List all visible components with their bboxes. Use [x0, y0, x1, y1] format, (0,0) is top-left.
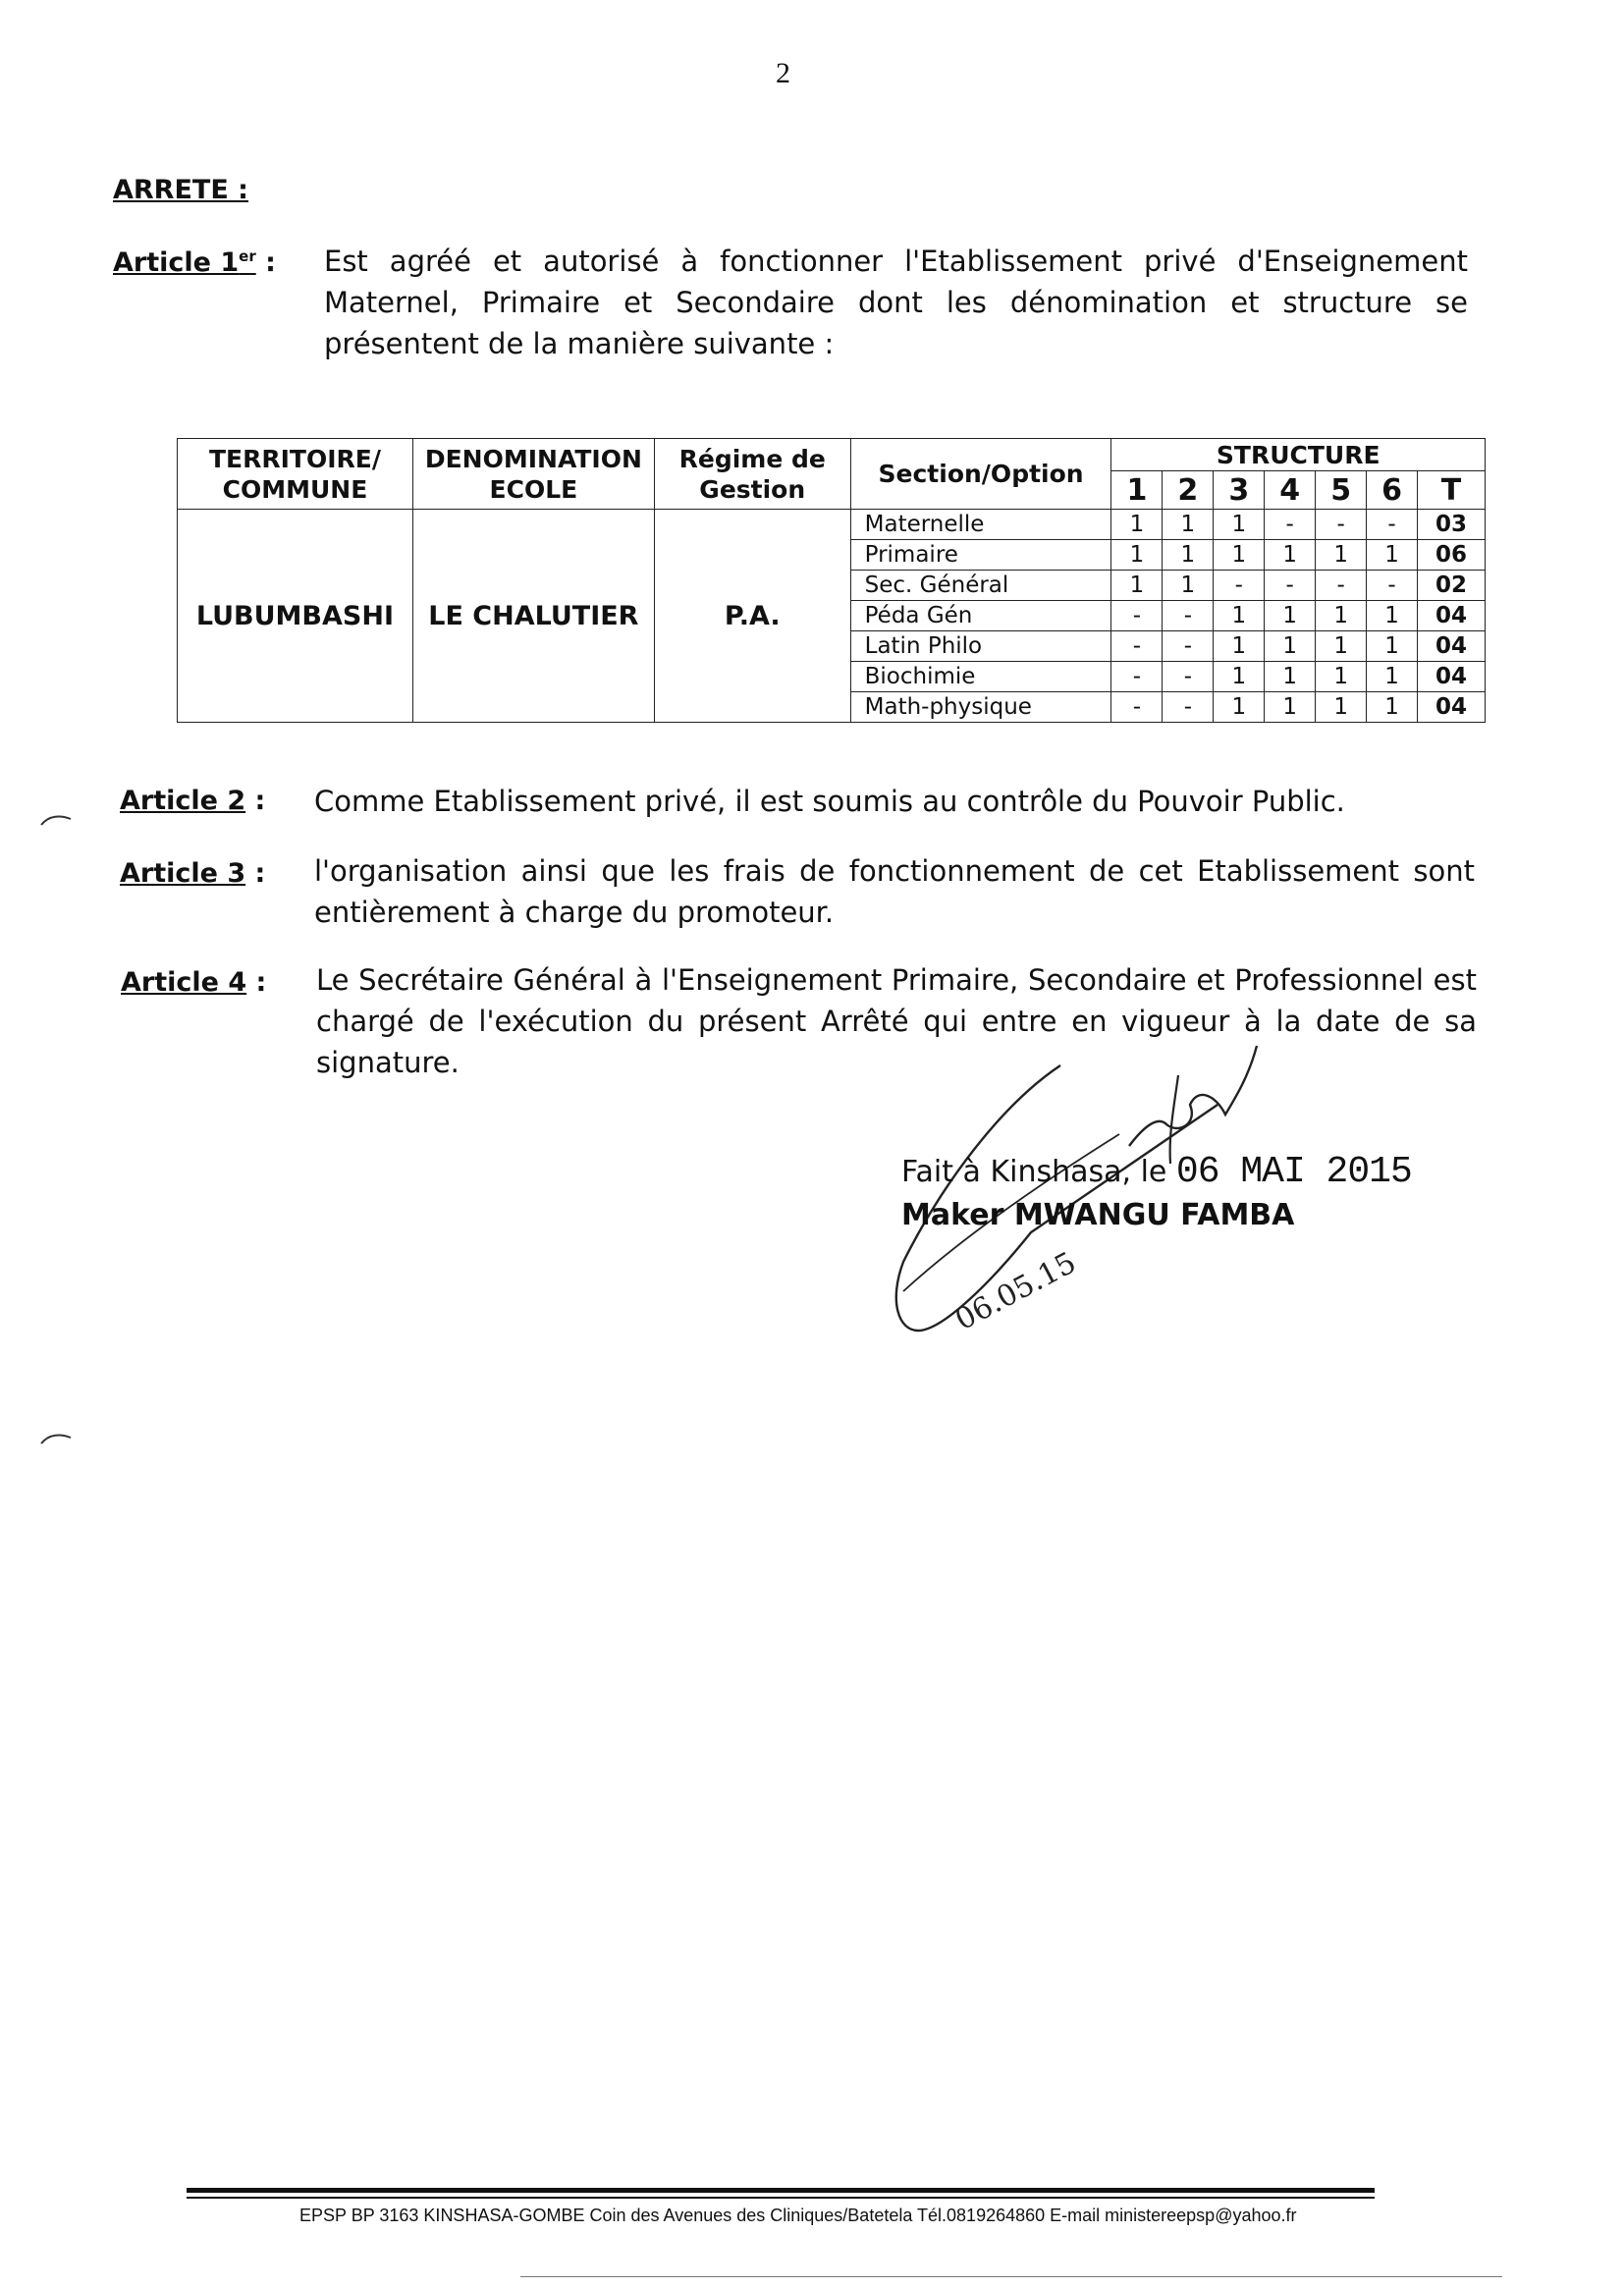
article-1-superscript: er [239, 247, 256, 265]
cell-value: - [1163, 662, 1214, 692]
signature-date-stamp: 06 MAI 2015 [1175, 1151, 1412, 1193]
cell-total: 04 [1418, 601, 1486, 631]
header-col-6: 6 [1367, 471, 1418, 510]
signature-stroke [1129, 1046, 1257, 1146]
cell-total: 06 [1418, 540, 1486, 571]
cell-value: 1 [1265, 601, 1316, 631]
cell-total: 04 [1418, 662, 1486, 692]
cell-value: 1 [1111, 510, 1163, 540]
cell-value: 1 [1111, 571, 1163, 601]
cell-value: 1 [1214, 662, 1265, 692]
cell-total: 04 [1418, 692, 1486, 723]
structure-table [177, 438, 1486, 723]
footer-address: EPSP BP 3163 KINSHASA-GOMBE Coin des Avenues des Cliniques/Batetela Tél.0819264860 E-mail ministereepsp@yahoo.fr [299, 2206, 1297, 2225]
cell-section: Maternelle [850, 510, 1111, 540]
cell-regime: P.A. [654, 510, 850, 723]
cell-value: 1 [1214, 692, 1265, 723]
cell-value: - [1111, 601, 1163, 631]
cell-value: 1 [1214, 510, 1265, 540]
cell-value: 1 [1214, 631, 1265, 662]
cell-value: - [1111, 662, 1163, 692]
cell-value: 1 [1163, 540, 1214, 571]
header-col-5: 5 [1316, 471, 1367, 510]
decree-heading: ARRETE : [113, 175, 248, 205]
cell-value: 1 [1316, 692, 1367, 723]
cell-value: - [1316, 571, 1367, 601]
header-col-4: 4 [1265, 471, 1316, 510]
cell-value: - [1367, 510, 1418, 540]
cell-territoire: LUBUMBASHI [178, 510, 413, 723]
cell-value: 1 [1265, 662, 1316, 692]
cell-total: 04 [1418, 631, 1486, 662]
article-1-text: Est agréé et autorisé à fonctionner l'Etablissement privé d'Enseignement Maternel, Primaire et Secondaire dont les dénomination et structure se présentent de la manière suivante : [324, 245, 1468, 360]
article-1-label-text: Article 1 [113, 247, 240, 278]
article-4-label-text: Article 4 [121, 967, 247, 998]
cell-value: 1 [1214, 601, 1265, 631]
article-3-label [120, 858, 265, 889]
article-3-label-text: Article 3 [120, 858, 246, 889]
cell-value: 1 [1367, 662, 1418, 692]
cell-section: Biochimie [850, 662, 1111, 692]
cell-value: 1 [1316, 601, 1367, 631]
signature-block [901, 1151, 1412, 1237]
cell-section: Primaire [850, 540, 1111, 571]
signature-place-date-line [901, 1151, 1412, 1194]
signer-name: Maker MWANGU FAMBA [901, 1198, 1295, 1232]
article-2-separator: : [245, 786, 266, 816]
article-1-separator: : [255, 247, 276, 278]
cell-value: 1 [1265, 631, 1316, 662]
cell-value: - [1316, 510, 1367, 540]
cell-denomination: LE CHALUTIER [412, 510, 654, 723]
bottom-rule [520, 2276, 1502, 2277]
cell-value: 1 [1367, 631, 1418, 662]
article-3-separator: : [245, 858, 266, 889]
cell-value: 1 [1163, 510, 1214, 540]
signature-place: Fait à Kinshasa, le [901, 1155, 1167, 1189]
cell-value: - [1265, 571, 1316, 601]
header-territoire: TERRITOIRE/ COMMUNE [178, 439, 413, 510]
cell-section: Math-physique [850, 692, 1111, 723]
cell-value: 1 [1214, 540, 1265, 571]
cell-value: - [1111, 631, 1163, 662]
cell-value: - [1163, 631, 1214, 662]
article-1-label [113, 247, 276, 278]
table-row [178, 510, 1486, 540]
article-4-text: Le Secrétaire Général à l'Enseignement Primaire, Secondaire et Professionnel est chargé de l'exécution du présent Arrêté qui entre en vigueur à la date de sa signature. [316, 963, 1477, 1079]
cell-value: 1 [1265, 692, 1316, 723]
header-structure: STRUCTURE [1111, 439, 1486, 471]
margin-mark [39, 813, 73, 827]
cell-value: - [1367, 571, 1418, 601]
cell-section: Péda Gén [850, 601, 1111, 631]
cell-total: 02 [1418, 571, 1486, 601]
page-number: 2 [776, 57, 790, 89]
cell-value: - [1265, 510, 1316, 540]
cell-value: 1 [1367, 540, 1418, 571]
footer-rule [187, 2188, 1375, 2193]
cell-value: 1 [1367, 601, 1418, 631]
cell-value: 1 [1316, 631, 1367, 662]
cell-section: Sec. Général [850, 571, 1111, 601]
cell-value: 1 [1265, 540, 1316, 571]
header-section: Section/Option [850, 439, 1111, 510]
cell-value: 1 [1111, 540, 1163, 571]
article-2-text: Comme Etablissement privé, il est soumis au contrôle du Pouvoir Public. [314, 785, 1345, 818]
header-col-3: 3 [1214, 471, 1265, 510]
cell-value: - [1163, 692, 1214, 723]
cell-value: - [1214, 571, 1265, 601]
cell-value: 1 [1316, 662, 1367, 692]
header-col-total: T [1418, 471, 1486, 510]
cell-total: 03 [1418, 510, 1486, 540]
article-2-label-text: Article 2 [120, 786, 246, 816]
cell-value: 1 [1367, 692, 1418, 723]
article-3-text: l'organisation ainsi que les frais de fonctionnement de cet Etablissement sont entièrement à charge du promoteur. [314, 854, 1475, 929]
handwritten-date: 06.05.15 [949, 1245, 1082, 1338]
header-denomination: DENOMINATION ECOLE [412, 439, 654, 510]
header-col-2: 2 [1163, 471, 1214, 510]
cell-value: 1 [1163, 571, 1214, 601]
article-2-label [120, 786, 265, 816]
header-regime: Régime de Gestion [654, 439, 850, 510]
cell-value: - [1111, 692, 1163, 723]
margin-mark [39, 1432, 73, 1445]
article-4-separator: : [246, 967, 267, 998]
article-4-label [121, 967, 266, 998]
cell-value: - [1163, 601, 1214, 631]
cell-section: Latin Philo [850, 631, 1111, 662]
cell-value: 1 [1316, 540, 1367, 571]
header-col-1: 1 [1111, 471, 1163, 510]
footer-rule [187, 2197, 1375, 2199]
